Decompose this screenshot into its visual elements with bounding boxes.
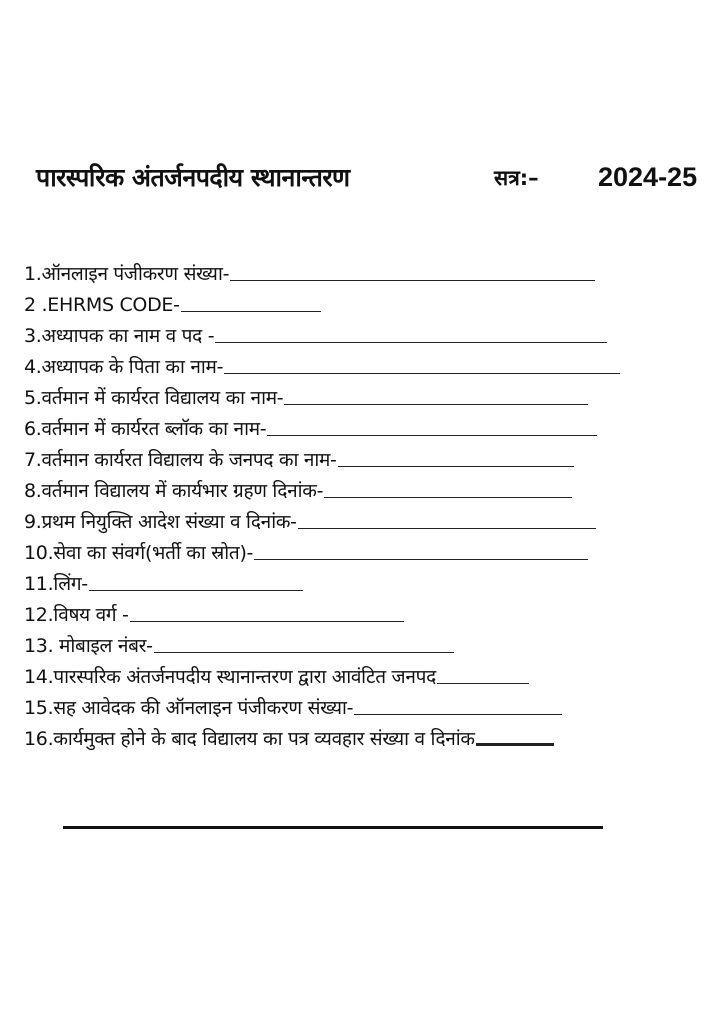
fill-line[interactable]	[224, 372, 620, 374]
field-label: 14.पारस्परिक अंतर्जनपदीय स्थानान्तरण द्वारा आवंटित जनपद	[24, 666, 436, 688]
field-mobile-number	[24, 627, 700, 658]
field-label: 12.विषय वर्ग -	[24, 604, 129, 626]
fill-line[interactable]	[230, 279, 595, 281]
field-father-name	[24, 348, 700, 379]
fill-line[interactable]	[338, 465, 574, 467]
field-subject-category	[24, 596, 700, 627]
field-allotted-district	[24, 658, 700, 689]
field-online-registration	[24, 255, 700, 286]
fill-line[interactable]	[181, 310, 321, 312]
field-current-school	[24, 379, 700, 410]
session-label: सत्र:–	[494, 166, 539, 190]
field-label: 16.कार्यमुक्त होने के बाद विद्यालय का पत्र व्यवहार संख्या व दिनांक	[24, 728, 475, 750]
field-co-applicant-registration	[24, 689, 700, 720]
field-label: 9.प्रथम नियुक्ति आदेश संख्या व दिनांक-	[24, 511, 297, 533]
fill-line[interactable]	[476, 742, 554, 746]
form-title	[36, 158, 696, 202]
fill-line[interactable]	[215, 341, 607, 343]
field-teacher-name-post	[24, 317, 700, 348]
field-ehrms-code	[24, 286, 700, 317]
field-current-block	[24, 410, 700, 441]
field-first-appointment	[24, 503, 700, 534]
fill-line[interactable]	[267, 434, 597, 436]
field-label: 13. मोबाइल नंबर-	[24, 635, 153, 657]
field-label: 5.वर्तमान में कार्यरत विद्यालय का नाम-	[24, 387, 284, 409]
fill-line[interactable]	[89, 589, 303, 591]
fill-line[interactable]	[154, 651, 454, 653]
field-label: 11.लिंग-	[24, 573, 88, 595]
fill-line[interactable]	[298, 527, 596, 529]
field-label: 15.सह आवेदक की ऑनलाइन पंजीकरण संख्या-	[24, 697, 354, 719]
field-service-cadre	[24, 534, 700, 565]
field-label: 6.वर्तमान में कार्यरत ब्लॉक का नाम-	[24, 418, 267, 440]
field-label: 3.अध्यापक का नाम व पद -	[24, 325, 215, 347]
session-year: 2024-25	[598, 162, 698, 192]
fill-line[interactable]	[324, 496, 572, 498]
form-fields	[24, 255, 700, 751]
field-label: 2 .EHRMS CODE-	[24, 294, 180, 316]
fill-line[interactable]	[254, 558, 588, 560]
continuation-fill-line[interactable]	[63, 826, 603, 829]
field-joining-date	[24, 472, 700, 503]
fill-line[interactable]	[437, 682, 529, 684]
field-gender	[24, 565, 700, 596]
field-label: 10.सेवा का संवर्ग(भर्ती का स्रोत)-	[24, 542, 254, 564]
field-label: 7.वर्तमान कार्यरत विद्यालय के जनपद का नाम-	[24, 449, 337, 471]
field-label: 8.वर्तमान विद्यालय में कार्यभार ग्रहण दिनांक-	[24, 480, 324, 502]
field-current-district	[24, 441, 700, 472]
field-label: 1.ऑनलाइन पंजीकरण संख्या-	[24, 263, 230, 285]
fill-line[interactable]	[130, 620, 404, 622]
fill-line[interactable]	[284, 403, 588, 405]
field-label: 4.अध्यापक के पिता का नाम-	[24, 356, 224, 378]
title-text: पारस्परिक अंतर्जनपदीय स्थानान्तरण	[36, 163, 350, 192]
fill-line[interactable]	[354, 713, 562, 715]
field-relieving-letter	[24, 720, 700, 751]
